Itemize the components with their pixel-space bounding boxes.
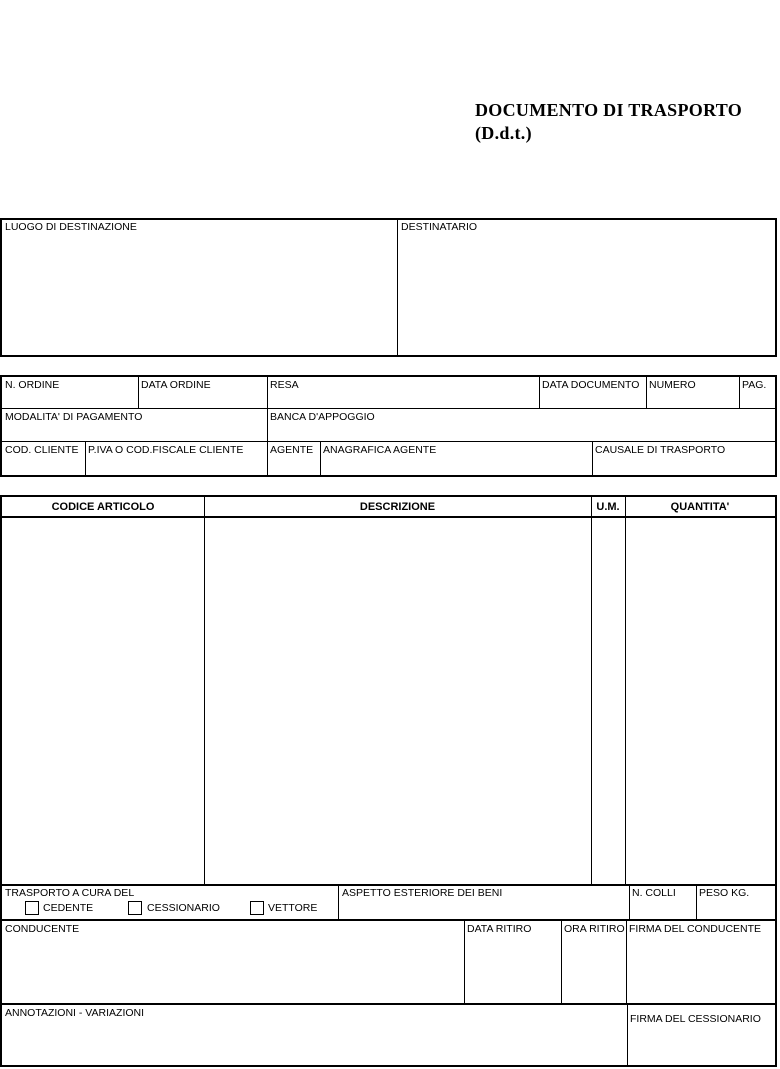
trasporto-a-cura-del-label: TRASPORTO A CURA DEL — [5, 887, 135, 899]
destination-section — [0, 218, 777, 357]
numero-label: NUMERO — [649, 379, 696, 391]
divider-line — [627, 1005, 628, 1065]
peso-kg-label: PESO KG. — [699, 887, 750, 899]
firma-conducente-label: FIRMA DEL CONDUCENTE — [629, 923, 762, 935]
divider-line — [629, 886, 630, 919]
annotazioni-variazioni-label: ANNOTAZIONI - VARIAZIONI — [5, 1007, 145, 1019]
firma-cessionario-label: FIRMA DEL CESSIONARIO — [630, 1013, 761, 1025]
divider-line — [625, 497, 626, 884]
ora-ritiro-label: ORA RITIRO — [564, 923, 625, 935]
divider-line — [320, 442, 321, 475]
divider-line — [2, 408, 775, 409]
modalita-pagamento-label: MODALITA' DI PAGAMENTO — [5, 411, 143, 423]
divider-line — [338, 886, 339, 919]
divider-line — [397, 220, 398, 355]
destinatario-label: DESTINATARIO — [401, 221, 478, 233]
divider-line — [646, 377, 647, 408]
conducente-label: CONDUCENTE — [5, 923, 80, 935]
cedente-checkbox[interactable] — [25, 901, 39, 915]
page-title-line2: (D.d.t.) — [475, 123, 532, 143]
aspetto-esteriore-label: ASPETTO ESTERIORE DEI BENI — [342, 887, 503, 899]
vettore-checkbox[interactable] — [250, 901, 264, 915]
quantita-header: QUANTITA' — [670, 501, 730, 513]
cod-cliente-label: COD. CLIENTE — [5, 444, 79, 456]
annotations-section — [0, 1003, 777, 1067]
data-documento-label: DATA DOCUMENTO — [542, 379, 640, 391]
divider-line — [2, 441, 775, 442]
transport-section — [0, 884, 777, 921]
divider-line — [267, 442, 268, 475]
vettore-checkbox-label: VETTORE — [268, 902, 318, 914]
divider-line — [267, 377, 268, 408]
divider-line — [204, 497, 205, 884]
divider-line — [591, 497, 592, 884]
divider-line — [464, 921, 465, 1003]
page-title-line1: DOCUMENTO DI TRASPORTO — [475, 100, 743, 120]
divider-line — [267, 409, 268, 441]
luogo-di-destinazione-label: LUOGO DI DESTINAZIONE — [5, 221, 137, 233]
divider-line — [696, 886, 697, 919]
causale-trasporto-label: CAUSALE DI TRASPORTO — [595, 444, 726, 456]
divider-line — [626, 921, 627, 1003]
items-table — [0, 495, 777, 886]
n-colli-label: N. COLLI — [632, 887, 676, 899]
piva-cod-fiscale-label: P.IVA O COD.FISCALE CLIENTE — [88, 444, 244, 456]
divider-line — [539, 377, 540, 408]
codice-articolo-header: CODICE ARTICOLO — [51, 501, 155, 513]
order-info-section — [0, 375, 777, 477]
resa-label: RESA — [270, 379, 299, 391]
um-header: U.M. — [596, 501, 620, 513]
pag-label: PAG. — [742, 379, 767, 391]
n-ordine-label: N. ORDINE — [5, 379, 60, 391]
anagrafica-agente-label: ANAGRAFICA AGENTE — [323, 444, 437, 456]
cessionario-checkbox-label: CESSIONARIO — [147, 902, 220, 914]
cedente-checkbox-label: CEDENTE — [43, 902, 94, 914]
driver-section — [0, 919, 777, 1005]
page-title — [475, 99, 742, 145]
divider-line — [2, 516, 775, 518]
banca-appoggio-label: BANCA D'APPOGGIO — [270, 411, 375, 423]
data-ordine-label: DATA ORDINE — [141, 379, 211, 391]
divider-line — [85, 442, 86, 475]
divider-line — [592, 442, 593, 475]
agente-label: AGENTE — [270, 444, 314, 456]
divider-line — [561, 921, 562, 1003]
descrizione-header: DESCRIZIONE — [359, 501, 436, 513]
cessionario-checkbox[interactable] — [128, 901, 142, 915]
divider-line — [138, 377, 139, 408]
divider-line — [739, 377, 740, 408]
data-ritiro-label: DATA RITIRO — [467, 923, 532, 935]
